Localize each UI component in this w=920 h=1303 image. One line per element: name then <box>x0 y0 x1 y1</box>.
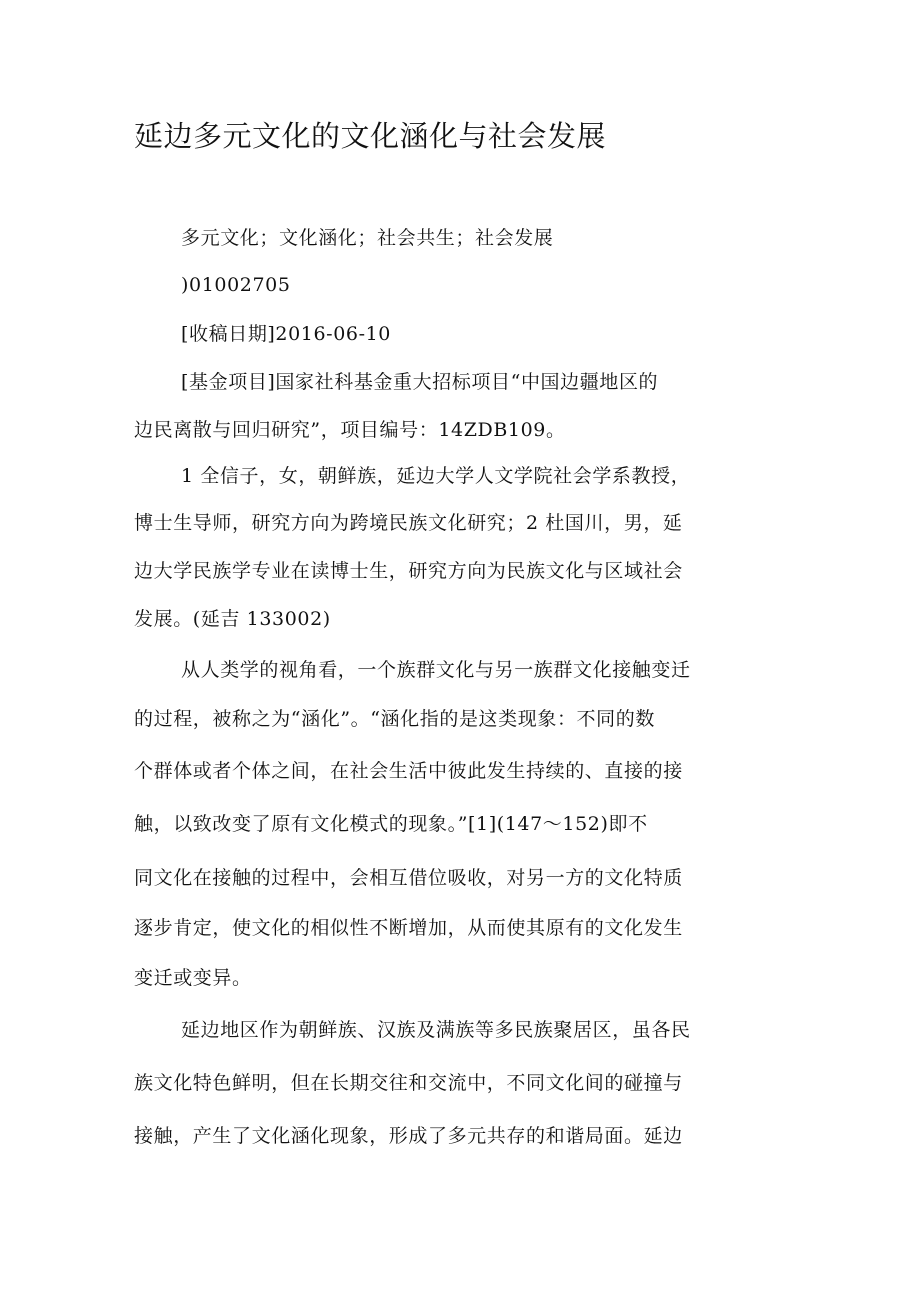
classification-number: )01002705 <box>181 274 291 296</box>
paragraph-line: 逐步肯定，使文化的相似性不断增加，从而使其原有的文化发生 <box>134 917 683 939</box>
paragraph-line: 同文化在接触的过程中，会相互借位吸收，对另一方的文化特质 <box>134 867 683 889</box>
paragraph-line: 延边地区作为朝鲜族、汉族及满族等多民族聚居区，虽各民 <box>181 1019 691 1041</box>
fund-line: [基金项目]国家社科基金重大招标项目“中国边疆地区的 <box>181 371 659 393</box>
paragraph-line: 触，以致改变了原有文化模式的现象。”[1](147〜152)即不 <box>134 813 648 835</box>
paragraph-line: 族文化特色鲜明，但在长期交往和交流中，不同文化间的碰撞与 <box>134 1072 683 1094</box>
document-title: 延边多元文化的文化涵化与社会发展 <box>134 119 607 153</box>
author-info-line: 1 全信子，女，朝鲜族，延边大学人文学院社会学系教授， <box>181 465 691 487</box>
received-date: [收稿日期]2016-06-10 <box>181 323 391 345</box>
paragraph-line: 变迁或变异。 <box>134 967 252 989</box>
paragraph-line: 个群体或者个体之间，在社会生活中彼此发生持续的、直接的接 <box>134 760 683 782</box>
paragraph-line: 从人类学的视角看，一个族群文化与另一族群文化接触变迁 <box>181 659 691 681</box>
author-info-line: 边大学民族学专业在读博士生，研究方向为民族文化与区域社会 <box>134 560 683 582</box>
author-info-line: 发展。(延吉 133002) <box>134 608 331 630</box>
keywords-line: 多元文化；文化涵化；社会共生；社会发展 <box>181 227 554 249</box>
paragraph-line: 接触，产生了文化涵化现象，形成了多元共存的和谐局面。延边 <box>134 1125 683 1147</box>
author-info-line: 博士生导师，研究方向为跨境民族文化研究；2 杜国川，男，延 <box>134 512 683 534</box>
paragraph-line: 的过程，被称之为“涵化”。“涵化指的是这类现象：不同的数 <box>134 708 655 730</box>
fund-line: 边民离散与回归研究”，项目编号：14ZDB109。 <box>134 419 566 441</box>
